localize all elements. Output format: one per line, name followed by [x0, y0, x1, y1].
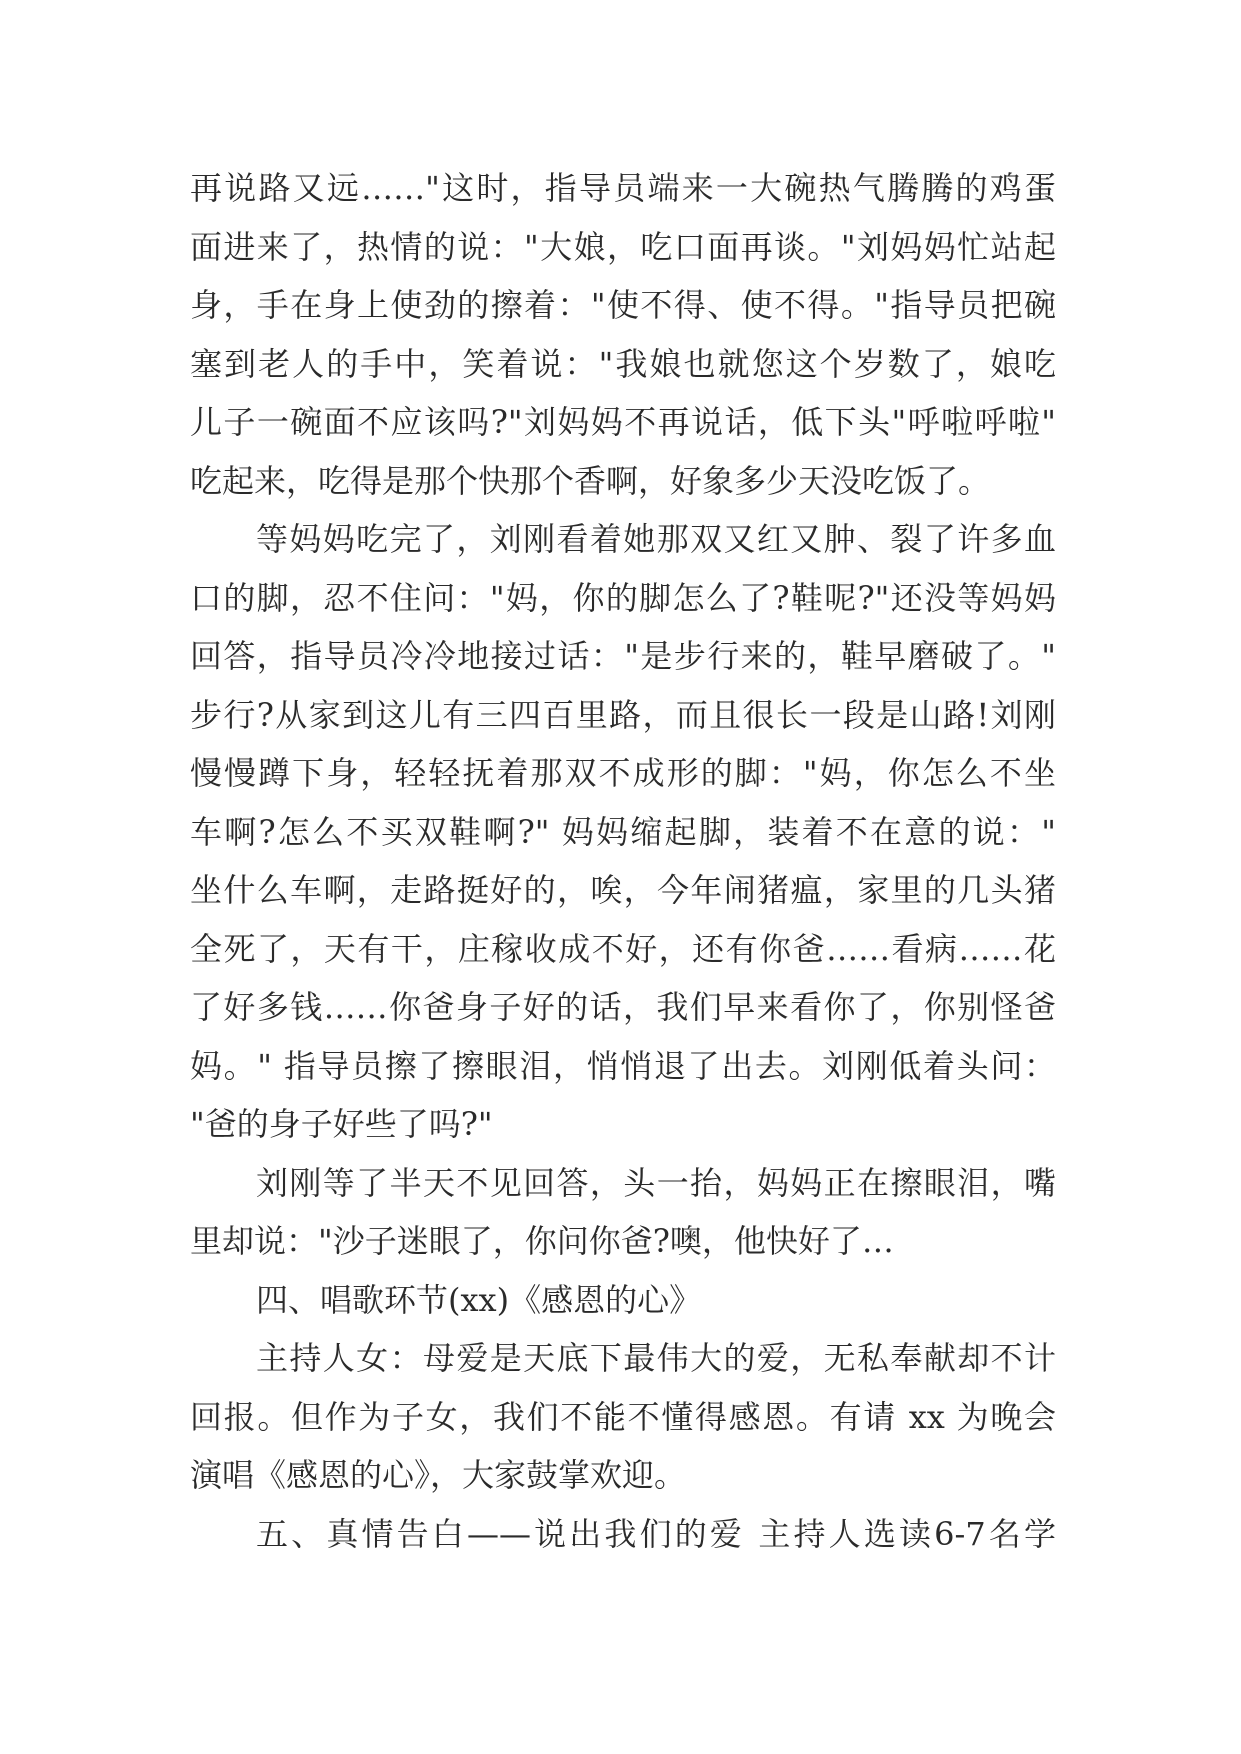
text-line: 刘刚等了半天不见回答，头一抬，妈妈正在擦眼泪，嘴 [256, 1163, 1056, 1202]
text-line: 口的脚，忍不住问："妈，你的脚怎么了?鞋呢?"还没等妈妈 [190, 578, 1056, 617]
text-line: 里却说："沙子迷眼了，你问你爸?噢，他快好了… [190, 1222, 894, 1260]
text-line: 全死了，天有干，庄稼收成不好，还有你爸……看病……花 [190, 929, 1056, 968]
text-line: 车啊?怎么不买双鞋啊?" 妈妈缩起脚，装着不在意的说：" [190, 812, 1056, 851]
text-line: 再说路又远……"这时，指导员端来一大碗热气腾腾的鸡蛋 [190, 169, 1056, 207]
section-heading: 五、真情告白——说出我们的爱 主持人选读6-7名学 [256, 1514, 1056, 1553]
section-heading-singing [190, 1271, 1056, 1330]
text-line: 等妈妈吃完了，刘刚看着她那双又红又肿、裂了许多血 [256, 520, 1056, 558]
section-heading: 四、唱歌环节(xx)《感恩的心》 [256, 1280, 702, 1319]
text-line: 吃起来，吃得是那个快那个香啊，好象多少天没吃饭了。 [190, 461, 991, 500]
text-line: 慢慢蹲下身，轻轻抚着那双不成形的脚："妈，你怎么不坐 [190, 754, 1056, 792]
text-line: 演唱《感恩的心》，大家鼓掌欢迎。 [190, 1456, 687, 1494]
text-line: 身，手在身上使劲的擦着："使不得、使不得。"指导员把碗 [190, 286, 1056, 324]
text-line: 妈。" 指导员擦了擦眼泪，悄悄退了出去。刘刚低着头问： [190, 1046, 1056, 1085]
text-line: 回答，指导员冷冷地接过话："是步行来的，鞋早磨破了。" [190, 637, 1056, 675]
paragraph-story-feet [190, 510, 1056, 1154]
text-line: 主持人女：母爱是天底下最伟大的爱，无私奉献却不计 [256, 1339, 1056, 1377]
document-body [190, 159, 1056, 1563]
paragraph-story-meal [190, 159, 1056, 510]
text-line: 步行?从家到这儿有三四百里路，而且很长一段是山路!刘刚 [190, 695, 1056, 734]
section-heading-confession [190, 1505, 1056, 1564]
paragraph-story-ending [190, 1154, 1056, 1271]
text-line: 儿子一碗面不应该吗?"刘妈妈不再说话，低下头"呼啦呼啦" [190, 403, 1056, 441]
text-line: "爸的身子好些了吗?" [190, 1105, 493, 1143]
text-line: 回报。但作为子女，我们不能不懂得感恩。有请 xx 为晚会 [190, 1397, 1056, 1436]
text-line: 面进来了，热情的说："大娘，吃口面再谈。"刘妈妈忙站起 [190, 227, 1056, 266]
paragraph-host-speech [190, 1329, 1056, 1505]
text-line: 塞到老人的手中，笑着说："我娘也就您这个岁数了，娘吃 [190, 344, 1056, 383]
text-line: 坐什么车啊，走路挺好的，唉，今年闹猪瘟，家里的几头猪 [190, 871, 1056, 909]
text-line: 了好多钱……你爸身子好的话，我们早来看你了，你别怪爸 [190, 988, 1056, 1026]
